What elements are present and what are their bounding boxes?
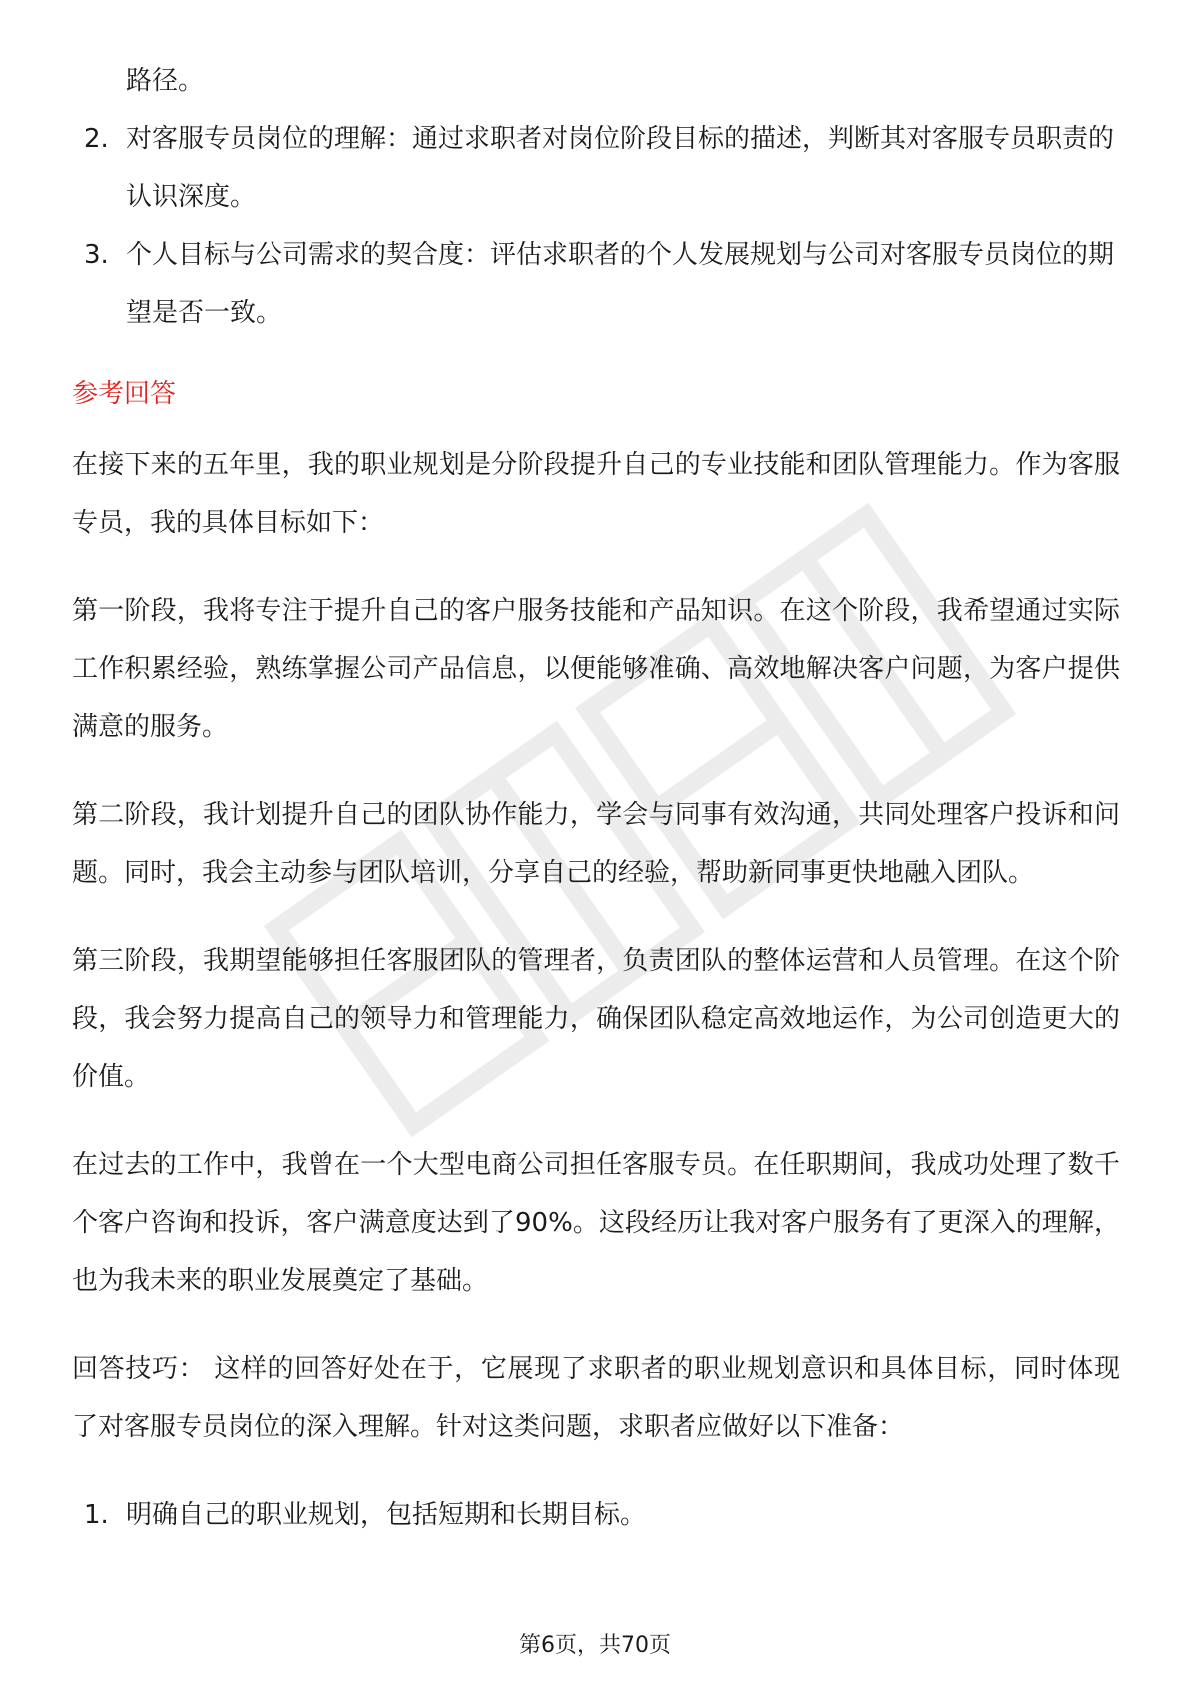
- paragraph-stage-1: 第一阶段，我将专注于提升自己的客户服务技能和产品知识。在这个阶段，我希望通过实际工作积累经验，熟练掌握公司产品信息，以便能够准确、高效地解决客户问题，为客户提供满意的服务。: [72, 596, 1120, 742]
- paragraph-intro: 在接下来的五年里，我的职业规划是分阶段提升自己的专业技能和团队管理能力。作为客服专员，我的具体目标如下：: [72, 450, 1120, 538]
- list-continuation: 路径。: [126, 66, 205, 96]
- list-item: [72, 110, 1120, 226]
- page-footer: 第6页，共70页: [519, 1633, 671, 1658]
- prep-list: [72, 1486, 1120, 1544]
- list-text: 对客服专员岗位的理解：通过求职者对岗位阶段目标的描述，判断其对客服专员职责的认识深度。: [126, 124, 1115, 212]
- list-item: [72, 1486, 1120, 1544]
- paragraph-tips: 回答技巧： 这样的回答好处在于，它展现了求职者的职业规划意识和具体目标，同时体现了对客服专员岗位的深入理解。针对这类问题，求职者应做好以下准备：: [72, 1354, 1120, 1442]
- list-number: 3.: [84, 240, 109, 270]
- criteria-list: [72, 110, 1120, 342]
- list-text: 个人目标与公司需求的契合度：评估求职者的个人发展规划与公司对客服专员岗位的期望是否一致。: [126, 240, 1115, 328]
- list-text: 明确自己的职业规划，包括短期和长期目标。: [126, 1500, 647, 1530]
- paragraph-stage-3: 第三阶段，我期望能够担任客服团队的管理者，负责团队的整体运营和人员管理。在这个阶段，我会努力提高自己的领导力和管理能力，确保团队稳定高效地运作，为公司创造更大的价值。: [72, 946, 1120, 1092]
- list-number: 1.: [84, 1500, 109, 1530]
- section-title: 参考回答: [72, 379, 177, 409]
- document-body: [72, 52, 1120, 1544]
- list-number: 2.: [84, 124, 109, 154]
- paragraph-stage-2: 第二阶段，我计划提升自己的团队协作能力，学会与同事有效沟通，共同处理客户投诉和问题。同时，我会主动参与团队培训，分享自己的经验，帮助新同事更快地融入团队。: [72, 800, 1120, 888]
- list-item: [72, 226, 1120, 342]
- paragraph-experience: 在过去的工作中，我曾在一个大型电商公司担任客服专员。在任职期间，我成功处理了数千个客户咨询和投诉，客户满意度达到了90%。这段经历让我对客户服务有了更深入的理解，也为我未来的职业发展奠定了基础。: [72, 1150, 1120, 1296]
